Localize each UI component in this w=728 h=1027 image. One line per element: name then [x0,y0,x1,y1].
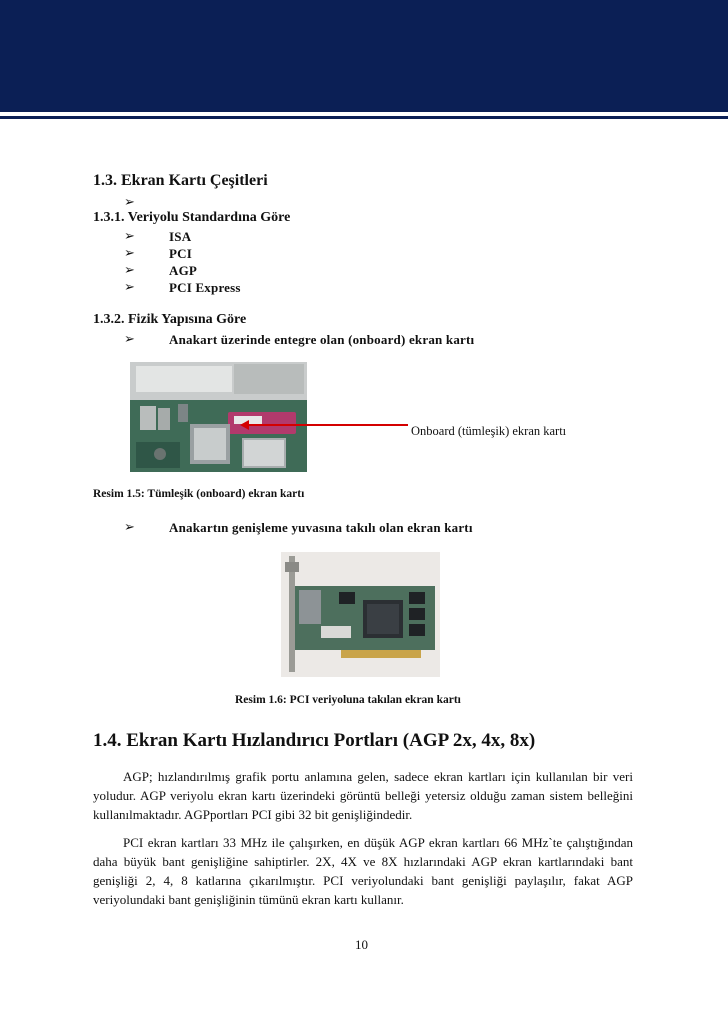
callout-arrow [240,418,410,432]
bullet-icon: ➢ [124,228,135,243]
bullet-icon: ➢ [124,519,135,534]
list-item-pci: PCI [169,246,192,261]
figure-1-5-callout: Onboard (tümleşik) ekran kartı [411,424,567,438]
figure-1-6-caption: Resim 1.6: PCI veriyoluna takılan ekran kartı [235,694,461,706]
paragraph-agp [93,767,633,824]
paragraph-pci-vs-agp [93,833,633,909]
list-item-isa: ISA [169,229,192,244]
section-1-3-title: 1.3. Ekran Kartı Çeşitleri [93,172,268,189]
paragraph-agp-text: AGP; hızlandırılmış grafik portu anlamına gelen, sadece ekran kartları için kullanılan bir veri yoludur. AGP veriyolu ekran kartı üzerindeki görüntü belleği yetersiz olduğu zaman sistem belleğini kullanılmaktadır. AGPportları PCI gibi 32 bit genişliğindedir. [93,769,633,822]
onboard-card-photo [130,362,307,472]
section-1-4-title: 1.4. Ekran Kartı Hızlandırıcı Portları (AGP 2x, 4x, 8x) [93,730,536,751]
list-item-expansion-slot: Anakartın genişleme yuvasına takılı olan ekran kartı [169,520,473,535]
bullet-icon: ➢ [124,245,135,260]
bullet-icon: ➢ [124,331,135,346]
page-number: 10 [355,937,368,952]
bullet-icon: ➢ [124,262,135,277]
bullet-icon: ➢ [124,194,135,209]
header-rule [0,116,728,119]
paragraph-pci-vs-agp-text: PCI ekran kartları 33 MHz ile çalışırken, en düşük AGP ekran kartları 66 MHz`te çalıştığından daha büyük bant genişliğine sahiptirler. 2X, 4X ve 8X hızlarındaki AGP ekran kartlarındaki bant genişliği 2, 4, 8 katlarına çıkarılmıştır. PCI veriyolundaki bant genişliği paylaşılır, fakat AGP veriyolundaki bant genişliğinin tümünü ekran kartı kullanır. [93,835,633,907]
section-1-3-1-title: 1.3.1. Veriyolu Standardına Göre [93,210,291,225]
list-item-onboard: Anakart üzerinde entegre olan (onboard) ekran kartı [169,332,475,347]
figure-1-5-caption: Resim 1.5: Tümleşik (onboard) ekran kartı [93,488,305,500]
section-1-3-2-title: 1.3.2. Fizik Yapısına Göre [93,312,247,327]
pci-card-photo [281,552,440,677]
list-item-agp: AGP [169,263,198,278]
list-item-pci-express: PCI Express [169,280,241,295]
bullet-icon: ➢ [124,279,135,294]
header-banner [0,0,728,112]
